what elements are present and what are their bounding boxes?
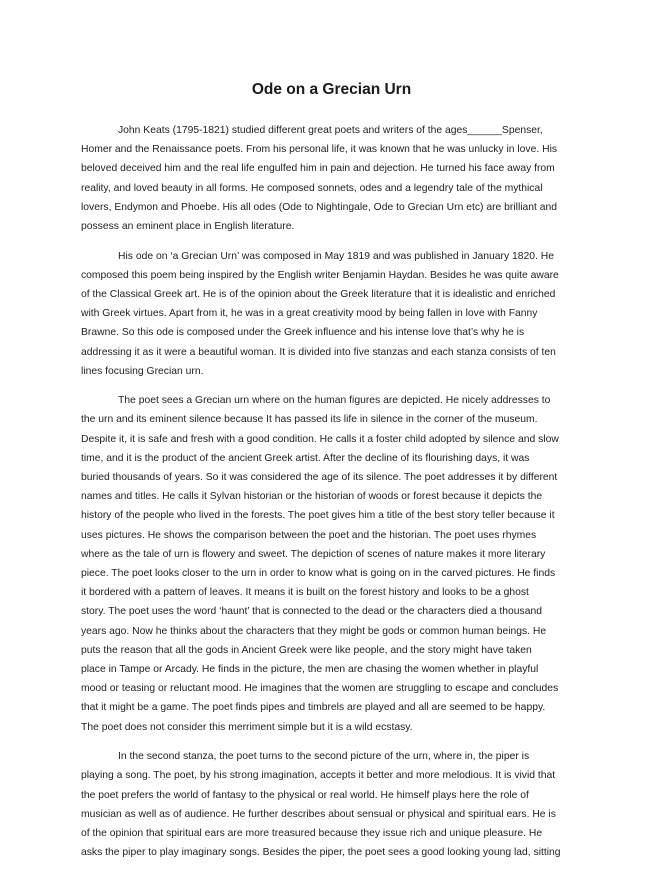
text-line: composed this poem being inspired by the English writer Benjamin Haydan. Besides he was quite aware: [81, 269, 559, 281]
text-line: addressing it as it were a beautiful woman. It is divided into five stanzas and each stanza consists of ten: [81, 346, 556, 358]
text-line: puts the reason that all the gods in Ancient Greek were like people, and the story might have taken: [81, 644, 532, 656]
text-line: names and titles. He calls it Sylvan historian or the historian of woods or forest because it depicts the: [81, 491, 543, 503]
text-line: history of the people who lived in the forests. The poet gives him a title of the best story teller because it: [81, 510, 555, 522]
text-line: possess an eminent place in English literature.: [81, 221, 295, 233]
page-title: Ode on a Grecian Urn: [251, 81, 412, 98]
paragraph-4: [81, 747, 585, 862]
text-line: musician as well as of audience. He further describes about sensual or physical and spiritual ears. He is: [81, 808, 556, 820]
text-line: uses pictures. He shows the comparison between the poet and the historian. The poet uses rhymes: [81, 529, 537, 541]
text-line: mood or teasing or reluctant mood. He imagines that the women are struggling to escape and concludes: [81, 683, 559, 695]
text-line: where as the tale of urn is flowery and sweet. The depiction of scenes of nature makes it more literary: [81, 548, 546, 560]
text-line: lovers, Endymon and Phoebe. His all odes (Ode to Nightingale, Ode to Grecian Urn etc) are brilliant and: [81, 201, 558, 213]
text-line: piece. The poet looks closer to the urn in order to know what is going on in the carved pictures. He finds: [81, 568, 556, 580]
text-line: Homer and the Renaissance poets. From his personal life, it was known that he was unlucky in love. His: [81, 144, 558, 156]
text-line: Despite it, it is safe and fresh with a good condition. He calls it a foster child adopted by silence and slow: [81, 433, 559, 445]
text-line: that it might be a game. The poet finds pipes and timbrels are played and all are seemed to be happy.: [81, 702, 546, 714]
text-line: of the Classical Greek art. He is of the opinion about the Greek literature that it is idealistic and enriched: [81, 288, 556, 300]
text-line: John Keats (1795-1821) studied different great poets and writers of the ages______Spenser,: [118, 125, 543, 136]
text-line: In the second stanza, the poet turns to the second picture of the urn, where in, the piper is: [118, 751, 530, 763]
paragraph-1: [81, 121, 585, 236]
paragraph-3: [81, 391, 585, 737]
text-line: lines focusing Grecian urn.: [81, 365, 204, 377]
text-line: playing a song. The poet, by his strong imagination, accepts it better and more melodious. It is vivid that: [81, 770, 556, 782]
text-line: buried thousands of years. So it was considered the age of its silence. The poet addresses it by different: [81, 472, 558, 484]
text-line: beloved deceived him and the real life engulfed him in pain and dejection. He turned his face away from: [81, 163, 555, 175]
text-line: of the opinion that spiritual ears are more treasured because they issue rich and unique pleasure. He: [81, 828, 543, 839]
text-line: with Greek virtues. Apart from it, he was in a great creativity mood by being fallen in love with Fanny: [81, 308, 538, 320]
text-line: the urn and its eminent silence because It has passed its life in silence in the corner of the museum.: [81, 414, 538, 426]
text-line: The poet sees a Grecian urn where on the human figures are depicted. He nicely addresses to: [118, 395, 551, 407]
text-line: time, and it is the product of the ancient Greek artist. After the decline of its flourishing days, it was: [81, 452, 530, 464]
paragraph-2: [81, 247, 585, 381]
text-line: place in Tampe or Arcady. He finds in the picture, the men are chasing the women whether in playful: [81, 664, 539, 676]
text-line: asks the piper to play imaginary songs. Besides the piper, the poet sees a good looking young lad, sitting: [81, 847, 561, 859]
document-body: [81, 121, 585, 873]
text-line: Brawne. So this ode is composed under the Greek influence and his intense love that’s why he is: [81, 327, 525, 339]
text-line: reality, and loved beauty in all forms. He composed sonnets, odes and a legendry tale of the mythical: [81, 182, 543, 194]
text-line: it bordered with a pattern of leaves. It means it is built on the forest history and looks to be a ghost: [81, 587, 529, 599]
text-line: The poet does not consider this merriment simple but it is a wild ecstasy.: [81, 721, 413, 733]
text-line: the poet prefers the world of fantasy to the physical or real world. He himself plays here the role of: [81, 789, 529, 801]
text-line: His ode on ‘a Grecian Urn’ was composed in May 1819 and was published in January 1820. He: [118, 250, 555, 262]
text-line: story. The poet uses the word ‘haunt’ that is connected to the dead or the characters died a thousand: [81, 606, 542, 618]
text-line: years ago. Now he thinks about the characters that they might be gods or common human beings. He: [81, 625, 547, 637]
